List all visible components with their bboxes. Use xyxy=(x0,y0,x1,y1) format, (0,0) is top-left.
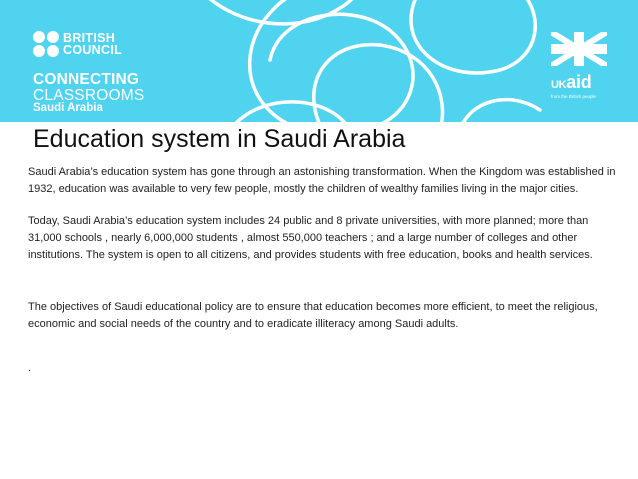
union-flag-icon xyxy=(551,32,607,66)
british-council-dots-icon xyxy=(33,31,59,57)
ukaid-tagline: from the British people xyxy=(551,94,597,99)
paragraph-objectives: The objectives of Saudi educational policy are to ensure that education becomes more efficient, to meet the religious, economic and social needs of the country and to eradicate illiteracy among Saudi adults. xyxy=(28,301,598,330)
country-label: Saudi Arabia xyxy=(33,102,103,114)
british-council-line1: BRITISH xyxy=(63,30,116,45)
ukaid-logo xyxy=(551,32,607,100)
swirl-stroke-6 xyxy=(230,102,350,122)
paragraph-history: Saudi Arabia’s education system has gone through an astonishing transformation. When the Kingdom was established in 1932, education was available to very few people, mostly the children of wealthy families living in the major cities. xyxy=(28,166,616,195)
paragraph-today: Today, Saudi Arabia’s education system includes 24 public and 8 private universities, with more planned; more than 31,000 schools , nearly 6,000,000 students , almost 550,000 teachers ; and a large number of colleges and other institutions. The system is open to all citizens, and provides students with free education, books and health services. xyxy=(28,215,593,261)
swirl-stroke-3 xyxy=(314,45,443,122)
ukaid-uk: UK xyxy=(551,79,567,91)
ukaid-wordmark xyxy=(551,73,607,94)
header-banner xyxy=(0,0,638,122)
british-council-wordmark xyxy=(63,32,122,57)
british-council-logo xyxy=(33,31,122,57)
page-title: Education system in Saudi Arabia xyxy=(33,125,406,153)
british-council-line2: COUNCIL xyxy=(63,43,123,57)
swirl-stroke-7 xyxy=(460,100,540,122)
classrooms-label: CLASSROOMS xyxy=(33,87,145,104)
connecting-label: CONNECTING xyxy=(33,71,140,88)
paragraph-trailing-dot: . xyxy=(28,362,32,374)
ukaid-aid: aid xyxy=(566,72,592,92)
swirl-stroke-5 xyxy=(411,0,535,73)
swirl-stroke-2 xyxy=(270,14,413,122)
